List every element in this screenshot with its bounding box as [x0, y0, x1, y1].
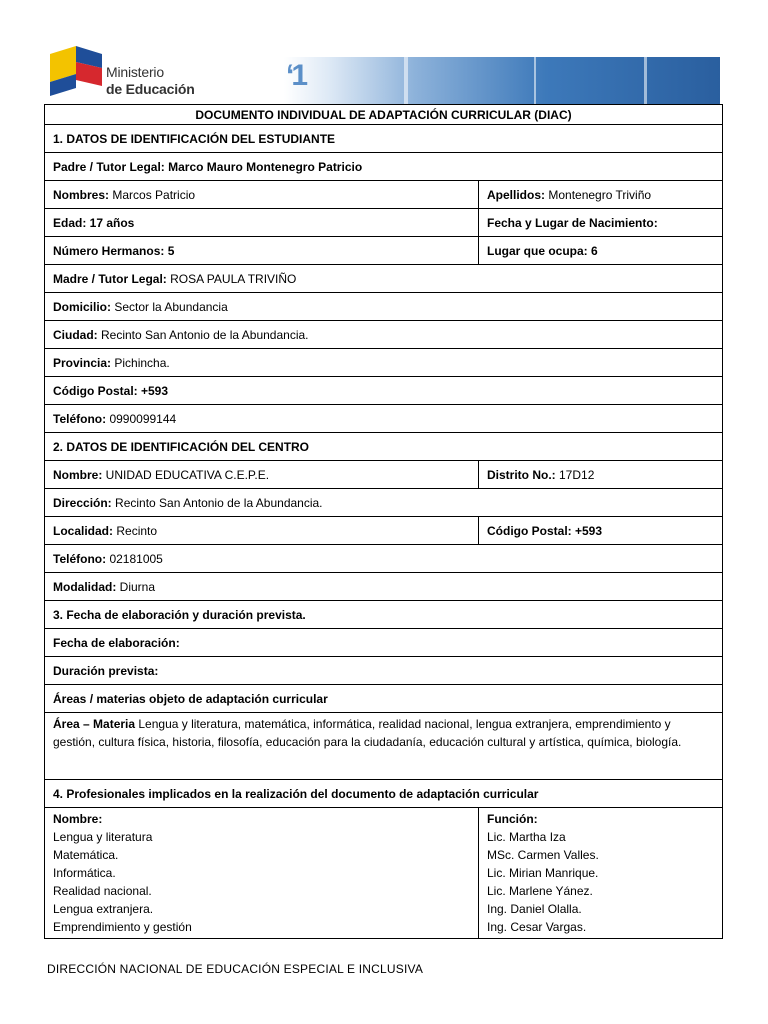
ministry-logo-icon: [48, 44, 104, 100]
modalidad-row: Modalidad: Diurna: [45, 573, 723, 601]
edad-cell: Edad: 17 años: [45, 209, 479, 237]
banner-mark: ‘1: [286, 59, 306, 92]
localidad-cell: Localidad: Recinto: [45, 517, 479, 545]
header-banner: [284, 57, 720, 104]
padre-row: Padre / Tutor Legal: Marco Mauro Montenegro Patricio: [45, 153, 723, 181]
prof-area-2: Matemática.: [53, 848, 119, 862]
prof-area-6: Emprendimiento y gestión: [53, 920, 192, 934]
prof-name-2: MSc. Carmen Valles.: [487, 848, 599, 862]
nombres-cell: Nombres: Marcos Patricio: [45, 181, 479, 209]
centro-nombre-cell: Nombre: UNIDAD EDUCATIVA C.E.P.E.: [45, 461, 479, 489]
section-dates-heading: 3. Fecha de elaboración y duración prevista.: [45, 601, 723, 629]
prof-name-1: Lic. Martha Iza: [487, 830, 566, 844]
prof-area-5: Lengua extranjera.: [53, 902, 154, 916]
section-center-heading: 2. DATOS DE IDENTIFICACIÓN DEL CENTRO: [45, 433, 723, 461]
lugar-cell: Lugar que ocupa: 6: [479, 237, 723, 265]
duracion-row: Duración prevista:: [45, 657, 723, 685]
document-title: DOCUMENTO INDIVIDUAL DE ADAPTACIÓN CURRICULAR (DIAC): [45, 105, 723, 125]
nombre-header: Nombre:: [53, 812, 103, 826]
funcion-header: Función:: [487, 812, 538, 826]
madre-row: Madre / Tutor Legal: ROSA PAULA TRIVIÑO: [45, 265, 723, 293]
centro-codigo-cell: Código Postal: +593: [479, 517, 723, 545]
domicilio-row: Domicilio: Sector la Abundancia: [45, 293, 723, 321]
prof-area-3: Informática.: [53, 866, 116, 880]
direccion-row: Dirección: Recinto San Antonio de la Abundancia.: [45, 489, 723, 517]
page-header: [0, 0, 768, 104]
apellidos-cell: Apellidos: Montenegro Triviño: [479, 181, 723, 209]
telefono-row: Teléfono: 0990099144: [45, 405, 723, 433]
section-professionals-heading: 4. Profesionales implicados en la realización del documento de adaptación curricular: [45, 780, 723, 808]
prof-name-5: Ing. Daniel Olalla.: [487, 902, 582, 916]
section-student-heading: 1. DATOS DE IDENTIFICACIÓN DEL ESTUDIANTE: [45, 125, 723, 153]
distrito-cell: Distrito No.: 17D12: [479, 461, 723, 489]
page-footer: DIRECCIÓN NACIONAL DE EDUCACIÓN ESPECIAL E INCLUSIVA: [47, 962, 424, 976]
prof-area-4: Realidad nacional.: [53, 884, 152, 898]
ministry-name: [106, 64, 195, 98]
fecha-nacimiento-cell: Fecha y Lugar de Nacimiento:: [479, 209, 723, 237]
centro-telefono-row: Teléfono: 02181005: [45, 545, 723, 573]
areas-heading: Áreas / materias objeto de adaptación curricular: [45, 685, 723, 713]
prof-name-6: Ing. Cesar Vargas.: [487, 920, 587, 934]
prof-name-4: Lic. Marlene Yánez.: [487, 884, 593, 898]
areas-row: Área – Materia Lengua y literatura, matemática, informática, realidad nacional, lengua extranjera, emprendimiento y gestión, cultura física, historia, filosofía, educación para la ciudadanía, educación cultural y artística, química, biología.: [45, 713, 723, 780]
diac-table: [44, 104, 723, 939]
prof-name-3: Lic. Mirian Manrique.: [487, 866, 599, 880]
ciudad-row: Ciudad: Recinto San Antonio de la Abundancia.: [45, 321, 723, 349]
ministry-line2: de Educación: [106, 81, 195, 97]
provincia-row: Provincia: Pichincha.: [45, 349, 723, 377]
hermanos-cell: Número Hermanos: 5: [45, 237, 479, 265]
professionals-names-cell: [479, 808, 723, 939]
professionals-areas-cell: [45, 808, 479, 939]
fecha-elaboracion-row: Fecha de elaboración:: [45, 629, 723, 657]
ministry-line1: Ministerio: [106, 64, 164, 80]
codigo-postal-row: Código Postal: +593: [45, 377, 723, 405]
prof-area-1: Lengua y literatura: [53, 830, 153, 844]
